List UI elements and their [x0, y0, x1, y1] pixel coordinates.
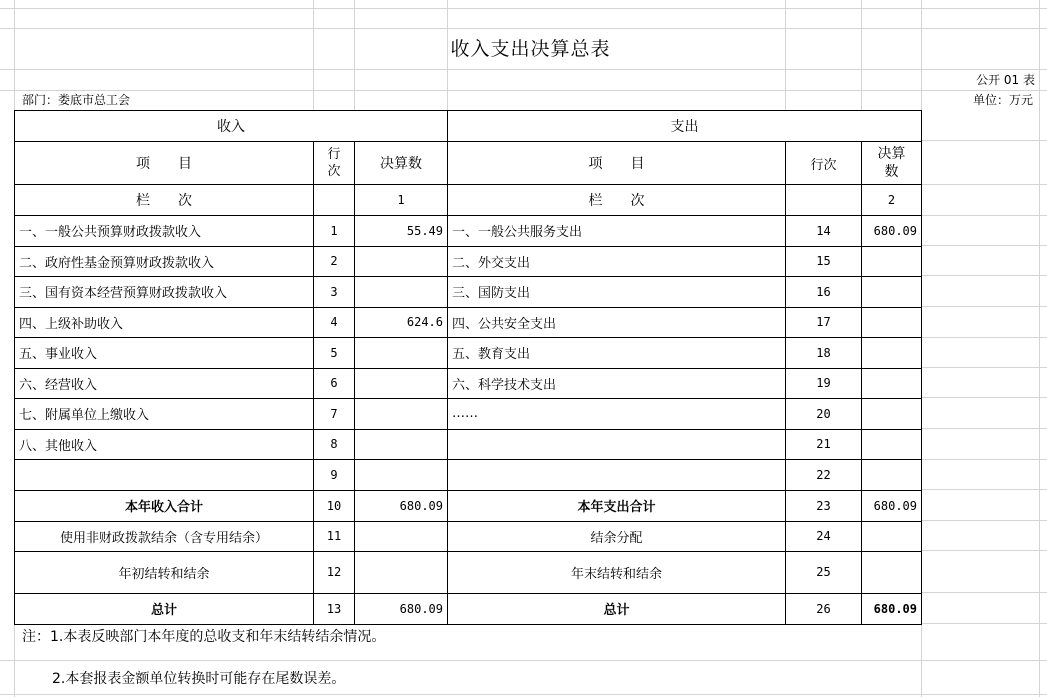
expense-item — [448, 460, 786, 491]
expense-row-no: 22 — [786, 460, 862, 491]
income-row-no: 12 — [314, 551, 355, 593]
expense-amount: 680.09 — [862, 593, 922, 624]
table-row — [15, 246, 922, 277]
income-item: 一、一般公共预算财政拨款收入 — [15, 216, 314, 247]
income-item-label: 项 目 — [15, 142, 314, 185]
expense-header: 支出 — [448, 111, 922, 142]
expense-row-no: 26 — [786, 593, 862, 624]
expense-item — [448, 429, 786, 460]
income-amount — [355, 246, 448, 277]
income-amount — [355, 521, 448, 551]
income-item: 年初结转和结余 — [15, 551, 314, 593]
expense-amount — [862, 246, 922, 277]
table-row — [15, 551, 922, 593]
table-row — [15, 216, 922, 247]
form-code: 公开 01 表 — [976, 73, 1035, 87]
income-row-no: 1 — [314, 216, 355, 247]
expense-row-no: 19 — [786, 368, 862, 399]
table-row — [15, 368, 922, 399]
expense-row-no: 14 — [786, 216, 862, 247]
income-amount — [355, 399, 448, 430]
note-2: 2.本套报表金额单位转换时可能存在尾数误差。 — [52, 671, 346, 687]
income-item: 四、上级补助收入 — [15, 307, 314, 338]
income-amount: 624.6 — [355, 307, 448, 338]
expense-row-no: 21 — [786, 429, 862, 460]
income-row-no: 6 — [314, 368, 355, 399]
table-row — [15, 277, 922, 308]
table-row — [15, 490, 922, 521]
expense-column-label: 栏 次 — [448, 185, 786, 216]
income-item: 六、经营收入 — [15, 368, 314, 399]
income-row-no: 9 — [314, 460, 355, 491]
expense-amount — [862, 277, 922, 308]
report-title: 收入支出决算总表 — [450, 38, 611, 60]
expense-amount — [862, 460, 922, 491]
expense-amount — [862, 368, 922, 399]
income-column-no: 1 — [355, 185, 448, 216]
income-row-no-label: 行 次 — [314, 142, 355, 185]
income-amount: 680.09 — [355, 593, 448, 624]
expense-row-no-label: 行次 — [786, 142, 862, 185]
expense-row-no: 17 — [786, 307, 862, 338]
income-item: 八、其他收入 — [15, 429, 314, 460]
income-row-no: 8 — [314, 429, 355, 460]
expense-amount-label: 决算 数 — [862, 142, 922, 185]
income-item: 使用非财政拨款结余（含专用结余） — [15, 521, 314, 551]
income-amount — [355, 460, 448, 491]
empty-cell — [786, 185, 862, 216]
expense-row-no: 23 — [786, 490, 862, 521]
expense-item: 一、一般公共服务支出 — [448, 216, 786, 247]
income-row-no: 11 — [314, 521, 355, 551]
table-row — [15, 521, 922, 551]
income-expense-table — [14, 110, 922, 625]
income-row-no: 13 — [314, 593, 355, 624]
income-header: 收入 — [15, 111, 448, 142]
expense-column-no: 2 — [862, 185, 922, 216]
expense-amount — [862, 429, 922, 460]
expense-item: 结余分配 — [448, 521, 786, 551]
income-row-no: 3 — [314, 277, 355, 308]
expense-item: 年末结转和结余 — [448, 551, 786, 593]
expense-amount — [862, 521, 922, 551]
expense-item: 三、国防支出 — [448, 277, 786, 308]
income-item: 七、附属单位上缴收入 — [15, 399, 314, 430]
expense-item: 总计 — [448, 593, 786, 624]
expense-item: 四、公共安全支出 — [448, 307, 786, 338]
income-amount — [355, 551, 448, 593]
expense-row-no: 20 — [786, 399, 862, 430]
expense-item: 二、外交支出 — [448, 246, 786, 277]
expense-row-no: 18 — [786, 338, 862, 369]
expense-amount — [862, 399, 922, 430]
expense-item: …… — [448, 399, 786, 430]
income-row-no: 4 — [314, 307, 355, 338]
income-amount — [355, 277, 448, 308]
income-amount — [355, 368, 448, 399]
income-item: 二、政府性基金预算财政拨款收入 — [15, 246, 314, 277]
income-item: 三、国有资本经营预算财政拨款收入 — [15, 277, 314, 308]
table-row — [15, 399, 922, 430]
note-1: 注：1.本表反映部门本年度的总收支和年末结转结余情况。 — [22, 629, 386, 645]
expense-row-no: 25 — [786, 551, 862, 593]
income-row-no: 2 — [314, 246, 355, 277]
income-item: 总计 — [15, 593, 314, 624]
income-amount — [355, 338, 448, 369]
income-row-no: 10 — [314, 490, 355, 521]
expense-item: 六、科学技术支出 — [448, 368, 786, 399]
expense-item: 五、教育支出 — [448, 338, 786, 369]
income-amount: 55.49 — [355, 216, 448, 247]
expense-row-no: 15 — [786, 246, 862, 277]
expense-amount: 680.09 — [862, 490, 922, 521]
expense-amount — [862, 338, 922, 369]
table-row — [15, 429, 922, 460]
income-amount — [355, 429, 448, 460]
income-column-label: 栏 次 — [15, 185, 314, 216]
table-row — [15, 307, 922, 338]
department-label: 部门：娄底市总工会 — [22, 93, 131, 107]
empty-cell — [314, 185, 355, 216]
income-item — [15, 460, 314, 491]
expense-amount — [862, 551, 922, 593]
table-row — [15, 460, 922, 491]
expense-amount — [862, 307, 922, 338]
expense-row-no: 24 — [786, 521, 862, 551]
expense-row-no: 16 — [786, 277, 862, 308]
income-row-no: 7 — [314, 399, 355, 430]
expense-amount: 680.09 — [862, 216, 922, 247]
income-item: 五、事业收入 — [15, 338, 314, 369]
table-row — [15, 593, 922, 624]
income-row-no: 5 — [314, 338, 355, 369]
income-item: 本年收入合计 — [15, 490, 314, 521]
income-amount: 680.09 — [355, 490, 448, 521]
expense-item: 本年支出合计 — [448, 490, 786, 521]
table-row — [15, 338, 922, 369]
income-amount-label: 决算数 — [355, 142, 448, 185]
expense-item-label: 项 目 — [448, 142, 786, 185]
unit-label: 单位：万元 — [972, 93, 1033, 107]
